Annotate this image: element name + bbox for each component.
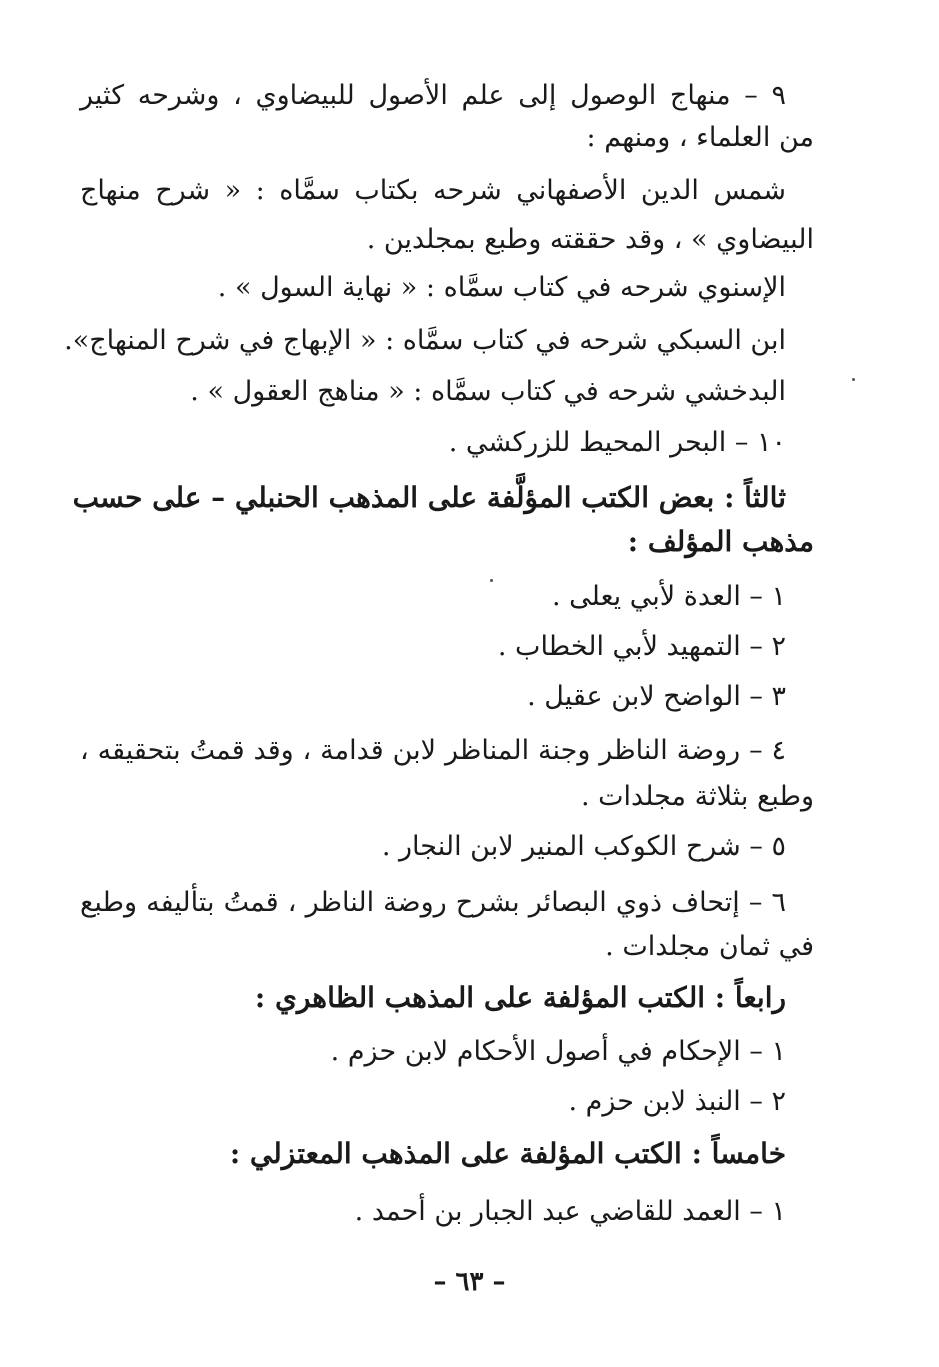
list-item: ٦ – إتحاف ذوي البصائر بشرح روضة الناظر ، قمتُ بتأليفه وطبع [80,887,786,918]
list-item: ٢ – النبذ لابن حزم . [568,1086,786,1117]
paragraph-line: ٩ – منهاج الوصول إلى علم الأصول للبيضاوي ، وشرحه كثير [80,80,786,111]
section-heading: ثالثاً : بعض الكتب المؤلَّفة على المذهب الحنبلي – على حسب [72,481,786,514]
paragraph-line: من العلماء ، ومنهم : [586,122,814,153]
paragraph-line: ابن السبكي شرحه في كتاب سمَّاه : « الإبهاج في شرح المنهاج». [64,325,786,356]
list-item: ١٠ – البحر المحيط للزركشي . [448,427,786,458]
list-item: ١ – العدة لأبي يعلى . [552,581,786,612]
list-item: وطبع بثلاثة مجلدات . [580,781,814,812]
section-heading: خامساً : الكتب المؤلفة على المذهب المعتزلي : [229,1137,786,1170]
list-item: ٣ – الواضح لابن عقيل . [527,681,786,712]
list-item: ٤ – روضة الناظر وجنة المناظر لابن قدامة ، وقد قمتُ بتحقيقه ، [80,735,786,766]
list-item: في ثمان مجلدات . [605,931,814,962]
list-item: ١ – العمد للقاضي عبد الجبار بن أحمد . [354,1196,786,1227]
paragraph-line: شمس الدين الأصفهاني شرحه بكتاب سمَّاه : « شرح منهاج [80,175,786,206]
section-heading: رابعاً : الكتب المؤلفة على المذهب الظاهري : [254,981,786,1014]
list-item: ٢ – التمهيد لأبي الخطاب . [497,631,786,662]
list-item: ١ – الإحكام في أصول الأحكام لابن حزم . [330,1036,786,1067]
page-number: – ٦٣ – [433,1267,506,1297]
paragraph-line: البدخشي شرحه في كتاب سمَّاه : « مناهج العقول » . [190,376,786,407]
section-heading: مذهب المؤلف : [627,525,814,558]
list-item: ٥ – شرح الكوكب المنير لابن النجار . [381,831,786,862]
scan-speck [852,378,855,381]
paragraph-line: البيضاوي » ، وقد حققته وطبع بمجلدين . [366,224,814,255]
scan-speck [490,579,493,582]
paragraph-line: الإسنوي شرحه في كتاب سمَّاه : « نهاية السول » . [217,272,786,303]
